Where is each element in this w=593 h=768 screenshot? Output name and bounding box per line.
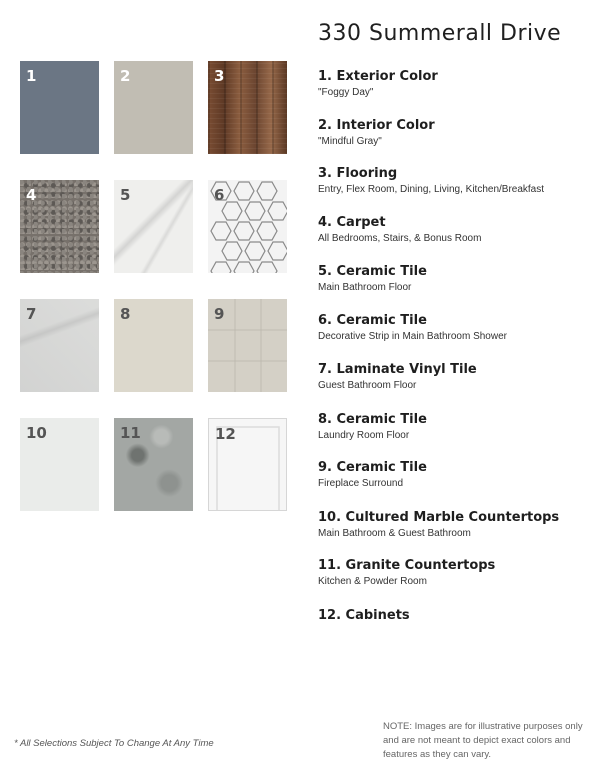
swatch-granite bbox=[114, 418, 193, 511]
selection-item bbox=[318, 118, 435, 147]
selection-item bbox=[318, 558, 495, 587]
selection-detail: Laundry Room Floor bbox=[318, 430, 410, 441]
selection-detail: "Foggy Day" bbox=[318, 87, 374, 98]
swatch-ceramic-tile-fireplace bbox=[208, 299, 287, 392]
illustrative-note: NOTE: Images are for illustrative purposes only and are not meant to depict exact colors and features as they can vary. bbox=[383, 721, 583, 760]
selection-item bbox=[318, 264, 427, 293]
selection-title: 6. Ceramic Tile bbox=[318, 313, 427, 328]
swatch-number: 10 bbox=[26, 424, 47, 442]
swatch-number: 12 bbox=[215, 425, 236, 443]
swatch-number: 9 bbox=[214, 305, 225, 323]
selection-title: 3. Flooring bbox=[318, 166, 398, 181]
selection-detail: Fireplace Surround bbox=[318, 478, 404, 489]
selection-title: 1. Exterior Color bbox=[318, 69, 438, 84]
page-title: 330 Summerall Drive bbox=[318, 21, 562, 46]
selection-item bbox=[318, 69, 438, 98]
swatch-number: 2 bbox=[120, 67, 131, 85]
swatch-cultured-marble bbox=[20, 418, 99, 511]
selection-title: 8. Ceramic Tile bbox=[318, 412, 427, 427]
selection-item bbox=[318, 362, 477, 391]
selection-detail: Main Bathroom Floor bbox=[318, 282, 412, 293]
swatch-hexagon-tile-strip bbox=[208, 180, 287, 273]
selection-title: 4. Carpet bbox=[318, 215, 386, 230]
selection-title: 5. Ceramic Tile bbox=[318, 264, 427, 279]
selection-detail: Main Bathroom & Guest Bathroom bbox=[318, 528, 471, 539]
selection-detail: Guest Bathroom Floor bbox=[318, 380, 417, 391]
swatch-exterior-color bbox=[20, 61, 99, 154]
swatch-cabinets bbox=[208, 418, 287, 511]
swatch-number: 7 bbox=[26, 305, 37, 323]
swatch-carpet bbox=[20, 180, 99, 273]
selection-item bbox=[318, 460, 427, 489]
selection-item bbox=[318, 313, 507, 342]
selection-item bbox=[318, 510, 559, 539]
swatch-flooring bbox=[208, 61, 287, 154]
selection-title: 10. Cultured Marble Countertops bbox=[318, 510, 560, 525]
selection-detail: "Mindful Gray" bbox=[318, 136, 382, 147]
selection-title: 7. Laminate Vinyl Tile bbox=[318, 362, 477, 377]
selection-detail: Kitchen & Powder Room bbox=[318, 576, 427, 587]
swatch-number: 8 bbox=[120, 305, 131, 323]
selection-item bbox=[318, 166, 544, 195]
selection-detail: Entry, Flex Room, Dining, Living, Kitchen/Breakfast bbox=[318, 184, 545, 195]
selection-item bbox=[318, 215, 481, 244]
selection-detail: Decorative Strip in Main Bathroom Shower bbox=[318, 331, 507, 342]
swatch-number: 11 bbox=[120, 424, 141, 442]
swatch-ceramic-tile-main-bath-floor bbox=[114, 180, 193, 273]
selection-item bbox=[318, 412, 427, 441]
disclaimer-footnote: * All Selections Subject To Change At Any Time bbox=[14, 738, 214, 749]
selection-title: 12. Cabinets bbox=[318, 608, 410, 623]
swatch-number: 5 bbox=[120, 186, 131, 204]
swatch-ceramic-tile-laundry bbox=[114, 299, 193, 392]
swatch-number: 4 bbox=[26, 186, 37, 204]
selection-detail: All Bedrooms, Stairs, & Bonus Room bbox=[318, 233, 482, 244]
selection-title: 11. Granite Countertops bbox=[318, 558, 496, 573]
swatch-number: 6 bbox=[214, 186, 225, 204]
selection-title: 9. Ceramic Tile bbox=[318, 460, 427, 475]
swatch-number: 1 bbox=[26, 67, 37, 85]
swatch-number: 3 bbox=[214, 67, 225, 85]
selection-item bbox=[318, 608, 410, 626]
swatch-laminate-vinyl-tile bbox=[20, 299, 99, 392]
selection-title: 2. Interior Color bbox=[318, 118, 435, 133]
swatch-interior-color bbox=[114, 61, 193, 154]
